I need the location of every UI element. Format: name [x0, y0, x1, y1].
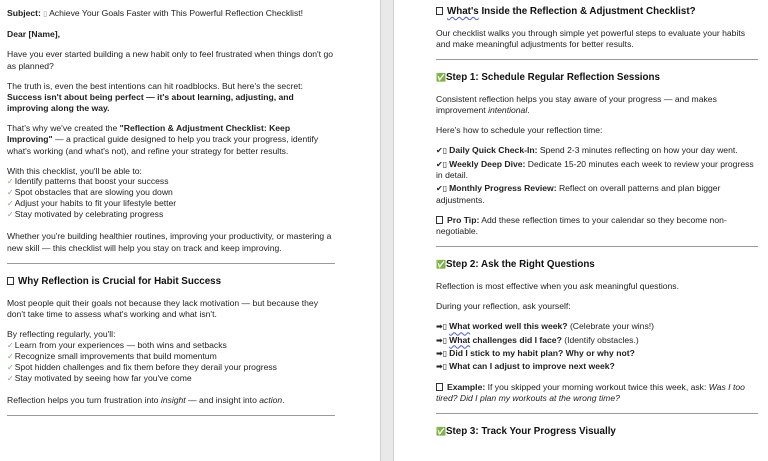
- subject-label: Subject:: [7, 8, 41, 18]
- subject-icon: ▯: [43, 11, 48, 18]
- schedule-list: [436, 145, 758, 206]
- pro-tip-text: Add these reflection times to your calendar so they become non-negotiable.: [436, 214, 727, 237]
- question-bold: challenges did I face?: [470, 334, 562, 345]
- list-item-text: Spot obstacles that are slowing you down: [14, 187, 173, 198]
- list-item: [7, 198, 335, 209]
- divider: [7, 263, 335, 264]
- question-item: [436, 321, 758, 332]
- p6-italic-2: action: [259, 394, 283, 405]
- item-bold: Weekly Deep Dive:: [449, 158, 526, 169]
- list-item-text: Recognize small improvements that build momentum: [14, 350, 217, 361]
- paragraph-5: Most people quit their goals not because they lack motivation — but because they don't take time to assess what's working and what isn't.: [7, 297, 318, 319]
- divider: [436, 246, 758, 247]
- list-item: [7, 176, 335, 187]
- p2-text: The truth is, even the best intentions can hit roadblocks. But here's the secret:: [7, 80, 303, 91]
- right-page: [394, 0, 768, 461]
- subject-line: [7, 8, 335, 19]
- item-text: Dedicate 15-20 minutes each week to review your progress in detail.: [436, 158, 754, 181]
- list-item: [7, 209, 335, 220]
- schedule-item: [436, 183, 758, 206]
- inside-intro: Our checklist walks you through simple yet powerful steps to evaluate your habits and make meaningful adjustments for better results.: [436, 27, 746, 49]
- list-item: [7, 187, 335, 198]
- p6-c: .: [282, 394, 285, 405]
- question-text: (Celebrate your wins!): [567, 321, 655, 332]
- heading-text-b: Inside the Reflection & Adjustment Checklist?: [478, 6, 696, 17]
- list-intro: With this checklist, you'll be able to:: [7, 165, 142, 176]
- step-2-paragraph: Reflection is most effective when you ask meaningful questions.: [436, 280, 679, 291]
- check-mark-icon: ✔▯: [436, 184, 448, 194]
- list-item-text: Stay motivated by seeing how far you've come: [14, 372, 192, 383]
- arrow-icon: ➡▯: [436, 322, 448, 332]
- check-box-icon: ✅: [436, 73, 446, 83]
- p3-bold: "Reflection & Adjustment Checklist: Keep Improving": [7, 123, 291, 145]
- paragraph-4: Whether you're building healthier routines, improving your productivity, or mastering a new skill — this checklist will help you stay on track and keep improving.: [7, 231, 332, 253]
- check-icon: ✓: [7, 373, 14, 383]
- paragraph-3: [7, 123, 335, 157]
- item-bold: Monthly Progress Review:: [449, 183, 557, 194]
- question-list: [436, 321, 758, 373]
- p6-a: Reflection helps you turn frustration into: [7, 394, 161, 405]
- step1-text: Consistent reflection helps you stay aware of your progress — and makes improvement: [436, 93, 717, 115]
- p6-b: — and insight into: [185, 394, 260, 405]
- check-box-icon: ✅: [436, 427, 446, 437]
- page-gap: [380, 0, 394, 461]
- step1-italic: intentional: [488, 104, 528, 115]
- check-mark-icon: ✔▯: [436, 146, 448, 156]
- question-wavy: What: [449, 334, 471, 345]
- p2-bold: Success isn't about being perfect — it's about learning, adjusting, and improving along the way.: [7, 91, 294, 114]
- step1-end: .: [527, 104, 530, 115]
- step-3-title: Step 3: Track Your Progress Visually: [445, 426, 616, 438]
- step-1-paragraph: [436, 94, 758, 116]
- list-item-text: Stay motivated by celebrating progress: [14, 209, 164, 220]
- example: [436, 382, 758, 404]
- heading-text: Why Reflection is Crucial for Habit Success: [18, 275, 222, 287]
- arrow-icon: ➡▯: [436, 335, 448, 345]
- greeting: Dear [Name],: [7, 29, 61, 40]
- check-icon: ✓: [7, 362, 14, 372]
- example-italic: Was I too tired? Did I plan my workouts at the wrong time?: [436, 381, 745, 403]
- pro-tip-label: Pro Tip:: [447, 214, 480, 225]
- section-heading-why: [7, 276, 335, 289]
- item-text: Reflect on overall patterns and plan bigger adjustments.: [436, 183, 721, 205]
- check-icon: ✓: [7, 340, 14, 350]
- box-icon: [436, 216, 443, 224]
- pro-tip: [436, 215, 758, 237]
- p3-text-a: That's why we've created the: [7, 123, 120, 134]
- list-item: [7, 373, 335, 384]
- question-bold: worked well this week?: [470, 321, 568, 332]
- list-item-text: Adjust your habits to fit your lifestyle better: [14, 198, 177, 209]
- step-3-heading: [436, 426, 758, 439]
- step-1-heading: [436, 72, 758, 85]
- list-intro: By reflecting regularly, you'll:: [7, 328, 116, 339]
- divider: [7, 415, 335, 416]
- question-item: [436, 348, 758, 359]
- check-icon: ✓: [7, 188, 14, 198]
- list-item-text: Learn from your experiences — both wins and setbacks: [14, 339, 227, 350]
- check-icon: ✓: [7, 351, 14, 361]
- question-bold: Did I stick to my habit plan? Why or why not?: [449, 348, 635, 359]
- list-item: [7, 340, 335, 351]
- benefits-list: [7, 166, 335, 221]
- arrow-icon: ➡▯: [436, 349, 448, 359]
- schedule-item: [436, 145, 758, 156]
- paragraph-6: [7, 395, 335, 406]
- list-item-text: Identify patterns that boost your success: [14, 176, 169, 187]
- divider: [436, 59, 758, 60]
- item-text: Spend 2-3 minutes reflecting on how your day went.: [537, 145, 738, 156]
- example-text: If you skipped your morning workout twice this week, ask:: [485, 381, 709, 392]
- schedule-item: [436, 159, 758, 182]
- subject-text: Achieve Your Goals Faster with This Powerful Reflection Checklist!: [49, 8, 304, 18]
- reflect-list: [7, 329, 335, 384]
- check-icon: ✓: [7, 210, 14, 220]
- step-2-intro: During your reflection, ask yourself:: [436, 301, 571, 312]
- example-label: Example:: [447, 381, 486, 392]
- step-2-heading: [436, 259, 758, 272]
- box-icon: [7, 277, 14, 285]
- section-heading-inside: [436, 6, 758, 19]
- heading-text-a: What's: [447, 6, 479, 17]
- arrow-icon: ➡▯: [436, 362, 448, 372]
- paragraph-2: [7, 81, 335, 115]
- question-text: (Identify obstacles.): [561, 334, 639, 345]
- paragraph-1: Have you ever started building a new habit only to feel frustrated when things don't go as planned?: [7, 49, 334, 71]
- check-icon: ✓: [7, 177, 14, 187]
- box-icon: [436, 383, 443, 391]
- check-box-icon: ✅: [436, 260, 446, 270]
- check-mark-icon: ✔▯: [436, 159, 448, 169]
- divider: [436, 413, 758, 414]
- question-item: [436, 361, 758, 372]
- list-item: [7, 351, 335, 362]
- question-bold: What can I adjust to improve next week?: [449, 361, 615, 372]
- step-1-title: Step 1: Schedule Regular Reflection Sessions: [445, 72, 660, 84]
- p3-text-b: — a practical guide designed to help you track your progress, identify what's working (and what's not), and refine your strategy for better results.: [7, 134, 319, 156]
- list-item-text: Spot hidden challenges and fix them before they derail your progress: [14, 361, 277, 372]
- p6-italic-1: insight: [160, 394, 186, 405]
- step-1-how: Here's how to schedule your reflection time:: [436, 125, 603, 136]
- question-wavy: What: [449, 321, 471, 332]
- list-item: [7, 362, 335, 373]
- item-bold: Daily Quick Check-In:: [449, 145, 538, 156]
- box-icon: [436, 7, 443, 15]
- question-item: [436, 335, 758, 346]
- check-icon: ✓: [7, 199, 14, 209]
- step-2-title: Step 2: Ask the Right Questions: [445, 259, 595, 271]
- left-page: [0, 0, 380, 461]
